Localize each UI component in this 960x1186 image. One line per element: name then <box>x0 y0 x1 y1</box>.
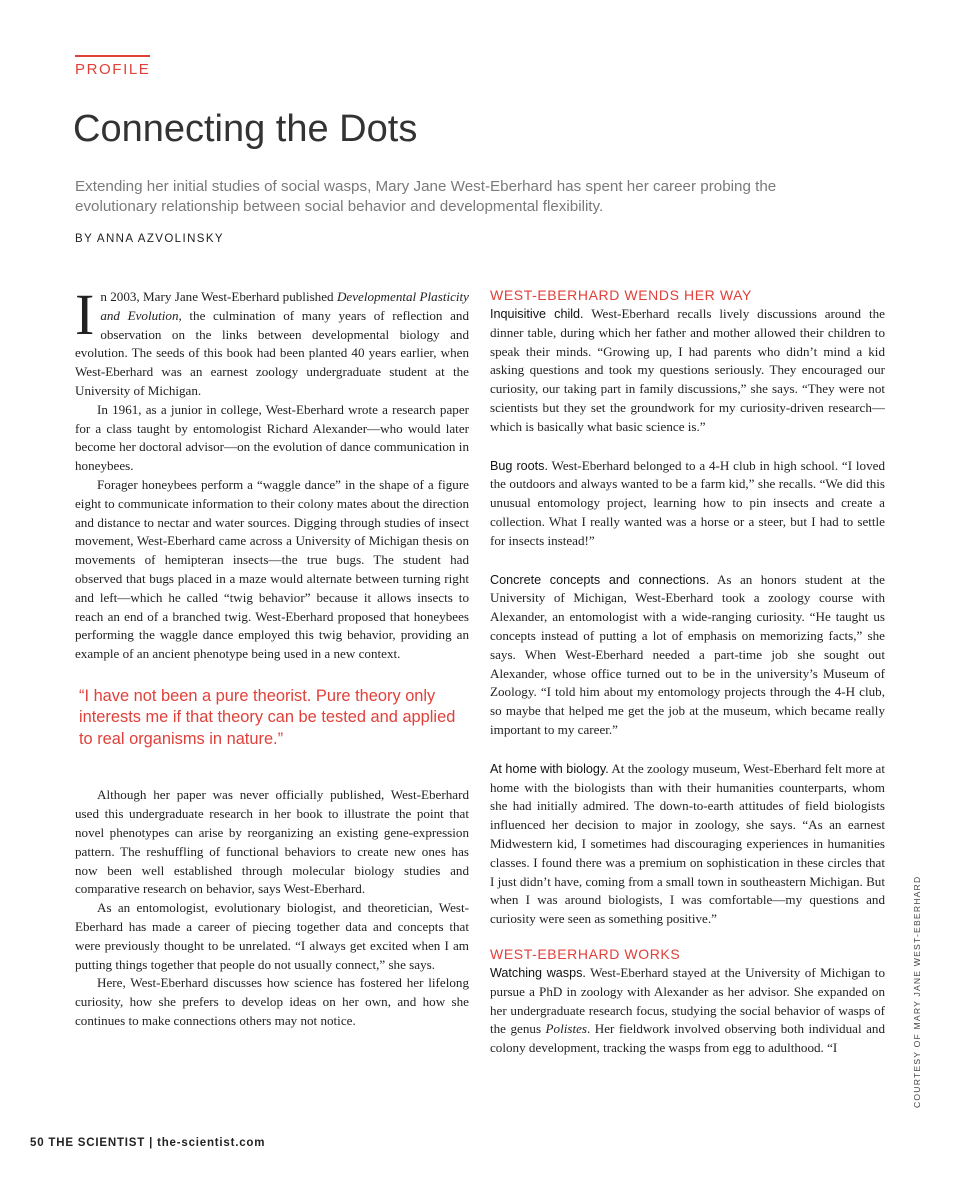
runin-bug-roots: Bug roots. <box>490 458 548 473</box>
pull-quote: “I have not been a pure theorist. Pure theory only interests me if that theory can be tested and applied to real organisms in nature.” <box>79 686 456 748</box>
section-bug-roots <box>490 457 885 551</box>
spacer <box>490 929 885 945</box>
genus-name: Polistes <box>545 1021 587 1037</box>
subhead-wends: WEST-EBERHARD WENDS HER WAY <box>490 287 752 303</box>
runin-home-biology: At home with biology. <box>490 761 609 776</box>
text-inquisitive: West-Eberhard recalls lively discussions around the dinner table, during which her father and mother allowed their children to speak their minds. “Growing up, I had parents who didn’t mind a kid asking questions and took my questions seriously. They encouraged our curiosity, our taking part in family discussions,” she says. “They were not scientists but they set the groundwork for my curiosity-driven research—which is basically what basic science is.” <box>490 306 885 434</box>
section-home-biology <box>490 760 885 929</box>
p1-text-a: n 2003, Mary Jane West-Eberhard published <box>100 289 337 304</box>
text-wasps-b: . Her fieldwork involved observing both individual and colony development, tracking the wasps from egg to adulthood. “I <box>490 1021 885 1056</box>
text-bug-roots: West-Eberhard belonged to a 4-H club in high school. “I loved the outdoors and always wanted to be a farm kid,” she recalls. “We did this unusual entomology project, learning how to pin insects and create a collection. What I really wanted was a horse or a steer, but I had to settle for insects instead!” <box>490 457 885 548</box>
runin-concepts: Concrete concepts and connections. <box>490 572 710 587</box>
paragraph-2: In 1961, as a junior in college, West-Eberhard wrote a research paper for a class taught by entomologist Richard Alexander—who would later become her doctoral advisor—on the evolution of dance communication in honeybees. <box>75 401 469 474</box>
byline: BY ANNA AZVOLINSKY <box>75 233 224 245</box>
paragraph-1 <box>75 282 469 401</box>
runin-watching-wasps: Watching wasps. <box>490 965 586 980</box>
website: the-scientist.com <box>157 1137 266 1149</box>
footer-separator: | <box>149 1137 154 1149</box>
subhead-works: WEST-EBERHARD WORKS <box>490 945 681 962</box>
page-footer <box>30 1137 265 1149</box>
paragraph-6: Here, West-Eberhard discusses how science has fostered her lifelong curiosity, how she prefers to develop ideas on her own, and how she continues to make connections others may not notice. <box>75 975 469 1028</box>
photo-credit: COURTESY OF MARY JANE WEST-EBERHARD <box>912 875 922 1108</box>
paragraph-5: As an entomologist, evolutionary biologist, and theoretician, West-Eberhard has made a career of piecing together data and concepts that were previously thought to be unrelated. “I always get excited when I am putting things together that people do not usually connect,” she says. <box>75 900 469 972</box>
runin-inquisitive: Inquisitive child. <box>490 307 584 321</box>
text-home-biology: At the zoology museum, West-Eberhard felt more at home with the biologists than with their humanities counterparts, whom she had initially admired. The down-to-earth attitudes of field biologists influenced her decision to major in zoology, she says. “As an earnest Midwestern kid, I sometimes had discouraging experiences in humanities classes. I found there was a premium on sophistication in these circles that I just didn’t have, coming from a small town in southeastern Michigan. But when I was around biologists, I was comfortable—my questions and curiosity were seen as something positive.” <box>490 760 885 927</box>
drop-cap: I <box>75 282 95 347</box>
paragraph-4: Although her paper was never officially published, West-Eberhard used this undergraduate research in her book to illustrate the point that novel phenotypes can arise by reorganizing an existing gene-expression pattern. The reshuffling of functional behaviors to create new ones has now been well established through molecular biology studies and comparative research on behavior, says West-Eberhard. <box>75 787 469 897</box>
p1-text-b: , the culmination of many years of reflection and observation on the links between developmental biology and evolution. The seeds of this book had been planted 40 years earlier, when West-Eberhard was an earnest zoology undergraduate student at the University of Michigan. <box>75 307 469 398</box>
text-concepts: As an honors student at the University of Michigan, West-Eberhard took a zoology course with Alexander, an entomologist with a wide-ranging curiosity. “He taught us concepts instead of putting a lot of emphasis on memorizing facts,” she says. When West-Eberhard needed a part-time job she sought out Alexander, whose office turned out to be in the university’s Museum of Zoology. “I told him about my entomology projects through the 4-H club, so maybe that helped me get the job at the museum, which became really important to my career.” <box>490 571 885 737</box>
section-concepts <box>490 571 885 740</box>
article-deck: Extending her initial studies of social wasps, Mary Jane West-Eberhard has spent her career probing the evolutionary relationship between social behavior and developmental flexibility. <box>75 178 777 215</box>
spacer <box>490 740 885 760</box>
section-label: PROFILE <box>75 61 151 78</box>
book-title: Developmental Plasticity and Evolution <box>100 289 469 323</box>
spacer <box>490 437 885 457</box>
right-column <box>490 286 885 1058</box>
paragraph-3: Forager honeybees perform a “waggle dance” in the shape of a figure eight to communicate information to their colony mates about the direction and distance to nectar and water sources. Digging through studies of insect movement, West-Eberhard came across a University of Michigan thesis on movements of hemipteran insects—the true bugs. The student had observed that bugs placed in a maze would alternate between turning right and left—which he called “twig behavior” because it allows insects to reach an end of a branched twig. West-Eberhard proposed that honeybees performing the waggle dance employed this twig behavior, providing an example of an ancient phenotype being used in a new context. <box>75 476 469 662</box>
section-watching-wasps <box>490 964 885 1058</box>
page-number: 50 <box>30 1137 45 1149</box>
spacer <box>490 551 885 571</box>
article-title: Connecting the Dots <box>73 108 418 150</box>
section-rule <box>75 55 150 57</box>
section-inquisitive <box>490 305 885 437</box>
text-wasps-a: West-Eberhard stayed at the University of Michigan to pursue a PhD in zoology with Alexander as her advisor. She expanded on her undergraduate research focus, studying the social behavior of wasps of the genus <box>490 964 885 1037</box>
left-column <box>75 282 469 1031</box>
magazine-name: THE SCIENTIST <box>48 1137 146 1149</box>
